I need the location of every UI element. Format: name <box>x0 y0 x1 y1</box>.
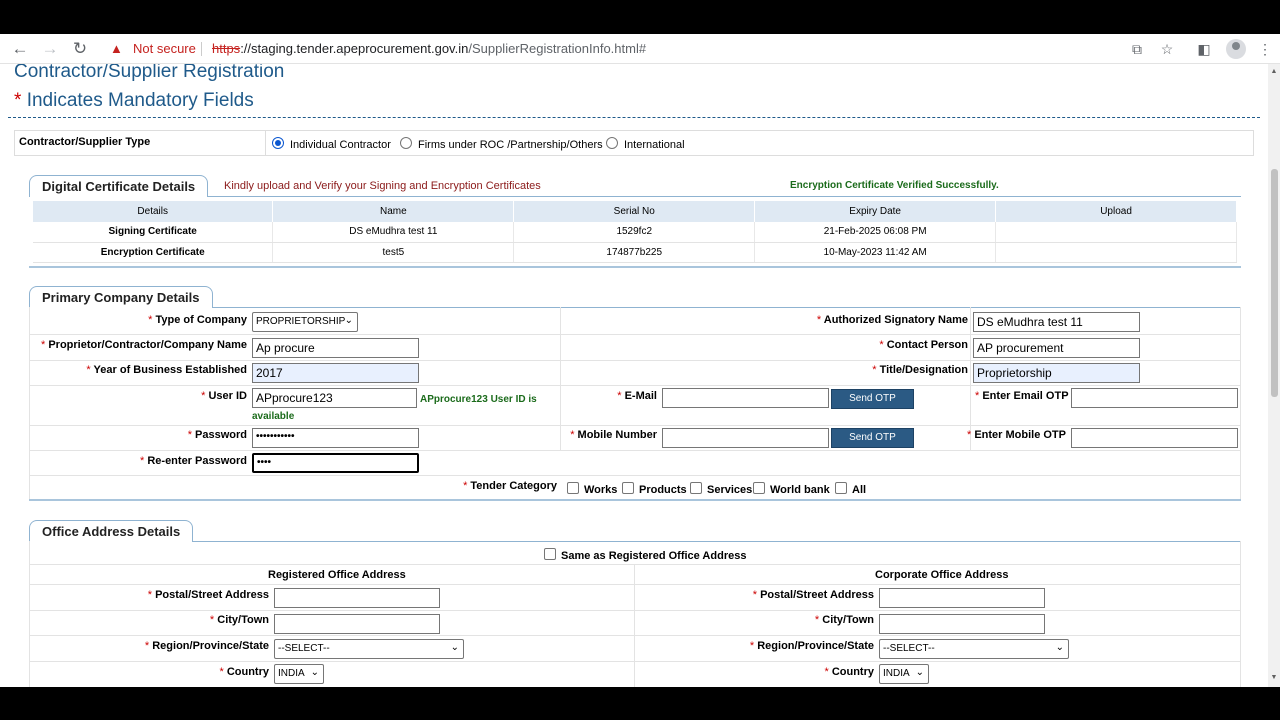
chevron-down-icon: ⌄ <box>344 315 353 326</box>
corp-country-label-text: Country <box>831 666 874 678</box>
email-otp-label-text: Enter Email OTP <box>982 390 1069 402</box>
back-icon[interactable]: ← <box>11 39 29 58</box>
title-divider <box>8 117 1260 118</box>
corp-country-value: INDIA <box>883 668 910 679</box>
cert-cell: 10-May-2023 11:42 AM <box>755 242 996 262</box>
reg-region-label <box>100 640 269 652</box>
reenter-password-input[interactable]: •••• <box>252 453 419 473</box>
reg-region-value: --SELECT-- <box>278 643 330 654</box>
reg-region-label-text: Region/Province/State <box>152 640 269 652</box>
mobile-label-text: Mobile Number <box>577 429 657 441</box>
contractor-type-row <box>14 130 1254 156</box>
required-star: * <box>86 364 91 376</box>
grid-line <box>29 661 1241 662</box>
reg-country-label-text: Country <box>226 666 269 678</box>
office-section-tab: Office Address Details <box>29 520 193 542</box>
user-id-label <box>60 390 247 402</box>
send-mobile-otp-button[interactable]: Send OTP <box>831 428 914 448</box>
cert-col-details: Details <box>33 201 273 222</box>
grid-line <box>29 425 1241 426</box>
contact-person-label <box>700 339 968 351</box>
forward-icon[interactable]: → <box>41 39 59 58</box>
reg-country-select[interactable] <box>274 664 324 684</box>
reg-street-label-text: Postal/Street Address <box>155 589 269 601</box>
cert-cell: DS eMudhra test 11 <box>273 222 514 242</box>
side-panel-icon[interactable]: ◧ <box>1197 41 1211 57</box>
required-star: * <box>140 455 145 467</box>
checkbox-works[interactable] <box>567 482 579 494</box>
reg-city-label <box>100 614 269 626</box>
user-id-label-text: User ID <box>208 390 247 402</box>
chevron-down-icon: ⌄ <box>450 642 459 653</box>
year-established-label-text: Year of Business Established <box>93 364 247 376</box>
corporate-office-heading: Corporate Office Address <box>875 569 1009 581</box>
type-divider <box>265 131 266 155</box>
checkbox-services[interactable] <box>690 482 702 494</box>
cert-table <box>33 201 1237 263</box>
required-star: * <box>463 480 468 492</box>
primary-section-tab: Primary Company Details <box>29 286 213 308</box>
checkbox-label-products: Products <box>639 484 687 496</box>
year-established-input[interactable]: 2017 <box>252 363 419 383</box>
required-star: * <box>816 314 822 326</box>
grid-line <box>29 385 1241 386</box>
required-star: * <box>187 429 192 441</box>
checkbox-world-bank[interactable] <box>753 482 765 494</box>
grid-line <box>29 610 1241 611</box>
reenter-password-label-text: Re-enter Password <box>147 455 247 467</box>
send-email-otp-button[interactable]: Send OTP <box>831 389 914 409</box>
scroll-up-icon[interactable]: ▲ <box>1270 68 1278 75</box>
company-name-label-text: Proprietor/Contractor/Company Name <box>48 339 247 351</box>
type-of-company-select[interactable] <box>252 312 358 332</box>
type-of-company-value: PROPRIETORSHIP <box>256 316 346 327</box>
reenter-password-label <box>60 455 247 467</box>
reg-region-select[interactable] <box>274 639 464 659</box>
warning-icon: ▲ <box>110 41 123 56</box>
cert-section-tab: Digital Certificate Details <box>29 175 208 197</box>
required-star: * <box>966 429 972 441</box>
corp-street-label-text: Postal/Street Address <box>760 589 874 601</box>
menu-kebab-icon[interactable]: ⋮ <box>1258 41 1272 57</box>
cert-cell: Encryption Certificate <box>33 242 273 262</box>
email-label <box>565 390 657 402</box>
grid-line <box>29 334 1241 335</box>
checkbox-label-works: Works <box>584 484 618 496</box>
bookmark-star-icon[interactable]: ☆ <box>1160 41 1174 57</box>
corp-region-label-text: Region/Province/State <box>757 640 874 652</box>
cert-col-expiry: Expiry Date <box>755 201 996 222</box>
title-designation-label <box>700 364 968 376</box>
password-label <box>60 429 247 441</box>
grid-line <box>29 564 1241 565</box>
cert-hint: Kindly upload and Verify your Signing and Encryption Certificates <box>224 180 541 192</box>
corp-region-select[interactable] <box>879 639 1069 659</box>
grid-line <box>29 541 30 687</box>
contact-person-input[interactable]: AP procurement <box>973 338 1140 358</box>
required-star: * <box>570 429 575 441</box>
type-of-company-label <box>60 314 247 326</box>
cert-upload-cell[interactable] <box>996 222 1237 242</box>
page-viewport <box>0 64 1280 687</box>
required-star: * <box>824 666 829 678</box>
chevron-down-icon: ⌄ <box>1055 642 1064 653</box>
email-otp-input[interactable] <box>1071 388 1238 408</box>
auth-signatory-input[interactable]: DS eMudhra test 11 <box>973 312 1140 332</box>
required-star: * <box>749 640 755 652</box>
grid-line <box>1240 307 1241 500</box>
reg-country-label <box>100 666 269 678</box>
contact-person-label-text: Contact Person <box>886 339 968 351</box>
radio-label-international: International <box>624 139 685 151</box>
tender-category-label <box>440 480 557 492</box>
required-star: * <box>814 614 820 626</box>
checkbox-label-world-bank: World bank <box>770 484 830 496</box>
cert-section-line <box>29 196 1241 197</box>
email-input[interactable] <box>662 388 829 408</box>
mobile-otp-input[interactable] <box>1071 428 1238 448</box>
cert-col-name: Name <box>273 201 514 222</box>
year-established-label <box>60 364 247 376</box>
cert-status: Encryption Certificate Verified Successfully. <box>790 180 999 191</box>
required-star: * <box>201 390 206 402</box>
browser-toolbar <box>0 34 1280 64</box>
contractor-type-label: Contractor/Supplier Type <box>19 136 151 148</box>
required-star: * <box>148 314 153 326</box>
radio-individual-contractor[interactable] <box>272 137 284 149</box>
required-star: * <box>209 614 215 626</box>
title-designation-input[interactable]: Proprietorship <box>973 363 1140 383</box>
radio-international[interactable] <box>606 137 618 149</box>
grid-line <box>29 450 1241 451</box>
radio-label-individual: Individual Contractor <box>290 139 391 151</box>
cert-cell: 21-Feb-2025 06:08 PM <box>755 222 996 242</box>
mobile-otp-label <box>966 429 1066 441</box>
page-scrollbar[interactable] <box>1268 64 1280 687</box>
primary-section-bottom <box>29 499 1241 501</box>
table-row <box>33 222 1237 242</box>
corp-country-select[interactable] <box>879 664 929 684</box>
grid-line <box>29 360 1241 361</box>
company-name-input[interactable]: Ap procure <box>252 338 419 358</box>
password-label-text: Password <box>195 429 247 441</box>
cert-cell: 174877b225 <box>514 242 755 262</box>
required-star: * <box>617 390 622 402</box>
checkbox-all[interactable] <box>835 482 847 494</box>
cert-cell: 1529fc2 <box>514 222 755 242</box>
reg-country-value: INDIA <box>278 668 305 679</box>
url-text[interactable] <box>212 37 646 61</box>
cert-col-serial: Serial No <box>514 201 755 222</box>
checkbox-label-services: Services <box>707 484 753 496</box>
email-otp-label <box>975 390 1069 402</box>
corp-region-label <box>705 640 874 652</box>
corp-region-value: --SELECT-- <box>883 643 935 654</box>
required-star: * <box>975 390 980 402</box>
table-row <box>33 242 1237 262</box>
auth-signatory-label <box>700 314 968 326</box>
office-section-line <box>29 541 1241 542</box>
corp-country-label <box>705 666 874 678</box>
chevron-down-icon: ⌄ <box>310 667 319 678</box>
required-star: * <box>147 589 153 601</box>
scroll-thumb[interactable] <box>1271 169 1278 397</box>
address-bar[interactable] <box>102 37 1162 61</box>
type-of-company-label-text: Type of Company <box>155 314 247 326</box>
not-secure-label: Not secure <box>133 41 196 56</box>
mandatory-note-text: Indicates Mandatory Fields <box>26 90 254 111</box>
mandatory-note <box>14 90 254 112</box>
reg-city-label-text: City/Town <box>217 614 269 626</box>
corp-city-input[interactable] <box>879 614 1045 634</box>
url-scheme: https <box>212 41 241 56</box>
url-path: /SupplierRegistrationInfo.html# <box>468 41 647 56</box>
corp-street-input[interactable] <box>879 588 1045 608</box>
same-as-registered-checkbox[interactable] <box>544 548 556 560</box>
email-label-text: E-Mail <box>624 390 657 402</box>
corp-city-label <box>705 614 874 626</box>
registered-office-heading: Registered Office Address <box>268 569 406 581</box>
grid-line <box>29 635 1241 636</box>
share-icon[interactable]: ⧉ <box>1132 41 1142 57</box>
cert-section-bottom <box>29 266 1241 268</box>
mobile-label <box>565 429 657 441</box>
grid-line <box>29 475 1241 476</box>
url-host: ://staging.tender.apeprocurement.gov.in <box>240 41 469 56</box>
user-id-status: APprocure123 User ID is available <box>252 394 537 422</box>
radio-firms[interactable] <box>400 137 412 149</box>
profile-avatar[interactable] <box>1226 39 1246 59</box>
chevron-down-icon: ⌄ <box>915 667 924 678</box>
grid-line <box>634 564 635 687</box>
mobile-otp-label-text: Enter Mobile OTP <box>974 429 1066 441</box>
required-star: * <box>41 339 46 351</box>
required-star: * <box>752 589 758 601</box>
grid-line <box>1240 541 1241 687</box>
company-name-label <box>30 339 247 351</box>
reg-street-label <box>100 589 269 601</box>
required-star: * <box>144 640 150 652</box>
title-designation-label-text: Title/Designation <box>879 364 968 376</box>
checkbox-products[interactable] <box>622 482 634 494</box>
same-as-registered-label: Same as Registered Office Address <box>561 550 747 562</box>
cert-upload-cell[interactable] <box>996 242 1237 262</box>
scroll-down-icon[interactable]: ▼ <box>1270 674 1278 681</box>
cert-col-upload: Upload <box>996 201 1237 222</box>
mandatory-star: * <box>14 90 22 111</box>
cert-cell: test5 <box>273 242 514 262</box>
password-input[interactable]: ••••••••••• <box>252 428 419 448</box>
corp-city-label-text: City/Town <box>822 614 874 626</box>
grid-line <box>29 584 1241 585</box>
required-star: * <box>872 364 877 376</box>
url-separator <box>201 42 202 56</box>
auth-signatory-label-text: Authorized Signatory Name <box>823 314 968 326</box>
cert-cell: Signing Certificate <box>33 222 273 242</box>
grid-line <box>29 307 30 500</box>
tender-category-label-text: Tender Category <box>470 480 557 492</box>
grid-line <box>560 307 561 450</box>
reg-city-input[interactable] <box>274 614 440 634</box>
required-star: * <box>219 666 224 678</box>
page-title: Contractor/Supplier Registration <box>14 64 285 82</box>
radio-label-firms: Firms under ROC /Partnership/Others <box>418 139 603 151</box>
checkbox-label-all: All <box>852 484 867 496</box>
required-star: * <box>879 339 884 351</box>
user-id-input[interactable]: APprocure123 <box>252 388 417 408</box>
mobile-input[interactable] <box>662 428 829 448</box>
corp-street-label <box>705 589 874 601</box>
reg-street-input[interactable] <box>274 588 440 608</box>
reload-icon[interactable]: ↻ <box>72 39 88 58</box>
